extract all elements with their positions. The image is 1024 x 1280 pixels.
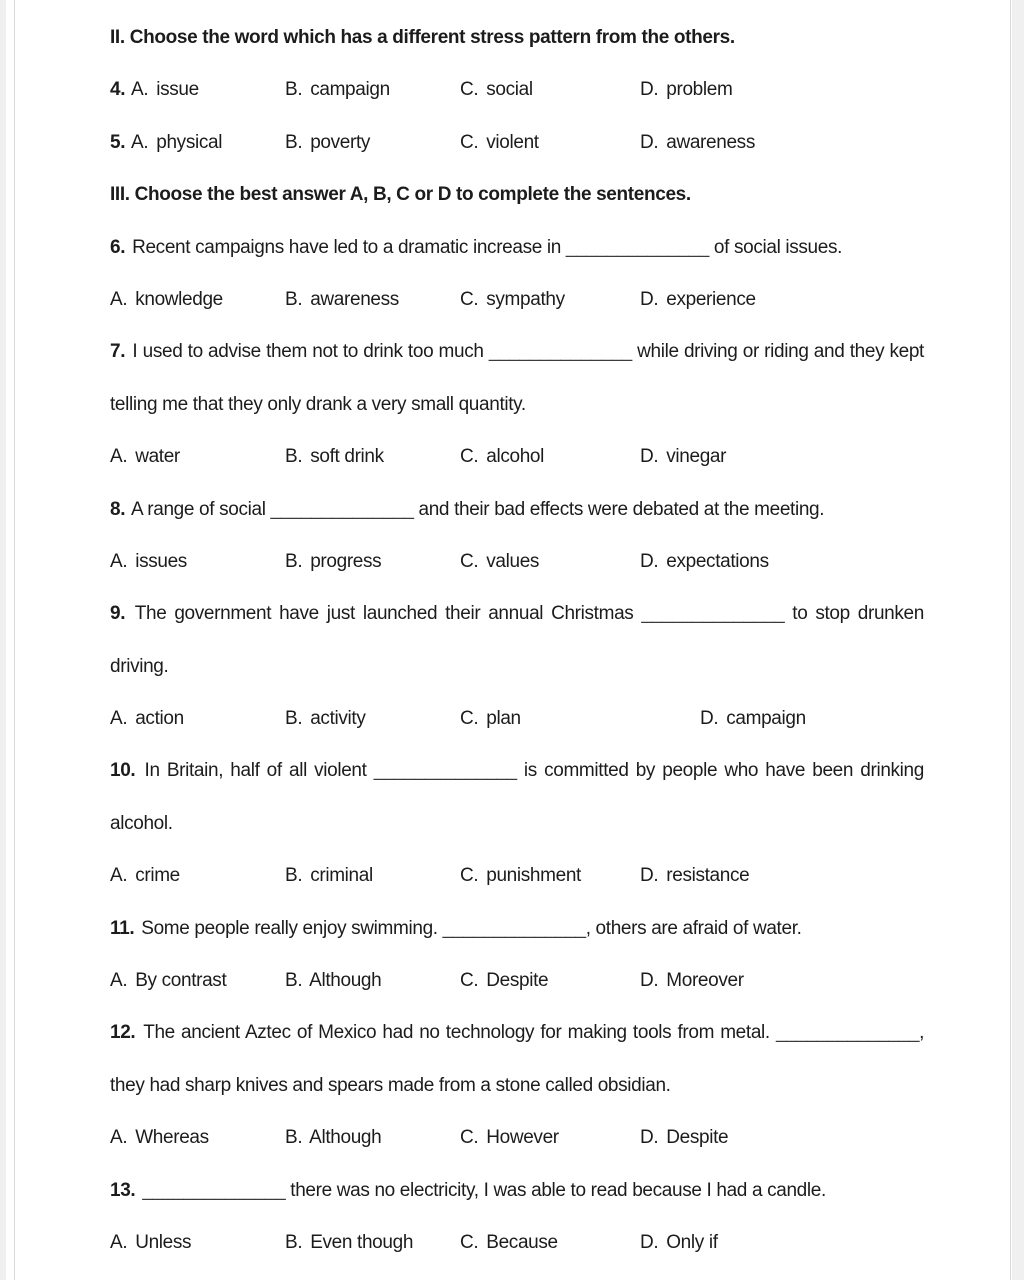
- option-c: [460, 1217, 640, 1269]
- options-row: [110, 693, 924, 745]
- option-d: [640, 274, 924, 326]
- option-label: B.: [285, 708, 303, 730]
- option-label: C.: [460, 708, 479, 730]
- option-text: campaign: [310, 79, 390, 101]
- question-stem-line: 10. In Britain, half of all violent ______________ is committed by people who have been drinking: [110, 760, 924, 782]
- option-text: Moreover: [666, 970, 744, 992]
- option-text: Only if: [666, 1231, 718, 1253]
- option-label: A.: [110, 1231, 128, 1253]
- question-stem-line: alcohol.: [110, 812, 173, 834]
- option-label: B.: [285, 1231, 303, 1253]
- options-row: [110, 955, 924, 1007]
- option-a: [110, 1217, 285, 1269]
- answer-blank: ______________: [270, 498, 414, 520]
- page-edge-right: [1012, 0, 1024, 1280]
- option-label: B.: [285, 1127, 303, 1149]
- question-number: 11.: [110, 917, 135, 939]
- option-c: [460, 274, 640, 326]
- option-text: issue: [156, 79, 199, 101]
- option-label: D.: [640, 288, 659, 310]
- option-text: expectations: [666, 550, 769, 572]
- option-label: D.: [640, 1127, 659, 1149]
- option-text: awareness: [310, 288, 399, 310]
- option-a: [110, 431, 285, 483]
- question-stem-line: 8. A range of social ______________ and their bad effects were debated at the meeting.: [110, 498, 825, 520]
- option-b: [285, 955, 460, 1007]
- option-label: A.: [110, 446, 128, 468]
- option-text: campaign: [726, 708, 806, 730]
- option-label: C.: [460, 131, 479, 153]
- option-label: C.: [460, 865, 479, 887]
- option-text: Although: [309, 970, 382, 992]
- page-edge-left: [0, 0, 6, 1280]
- option-label: D.: [640, 131, 659, 153]
- option-d: [640, 850, 924, 902]
- answer-blank: ______________: [373, 760, 517, 782]
- question-stem-line: 12. The ancient Aztec of Mexico had no technology for making tools from metal. ______________,: [110, 1022, 924, 1044]
- option-text: vinegar: [666, 446, 727, 468]
- option-c: [460, 955, 640, 1007]
- option-text: Whereas: [135, 1127, 209, 1149]
- option-d: [640, 117, 924, 169]
- option-label: D.: [640, 79, 659, 101]
- option-text: activity: [310, 708, 366, 730]
- option-text: awareness: [666, 131, 755, 153]
- option-c: [460, 693, 700, 745]
- option-label: C.: [460, 970, 479, 992]
- option-text: social: [486, 79, 533, 101]
- option-label: D.: [640, 446, 659, 468]
- option-label: B.: [285, 865, 303, 887]
- question-number: 7.: [110, 341, 126, 363]
- option-a: [110, 1112, 285, 1164]
- option-text: Unless: [135, 1231, 192, 1253]
- answer-blank: ______________: [565, 236, 709, 258]
- option-label: A.: [110, 970, 128, 992]
- option-text: action: [135, 708, 184, 730]
- answer-blank: ______________: [442, 917, 586, 939]
- option-text: soft drink: [310, 446, 384, 468]
- option-text: problem: [666, 79, 733, 101]
- option-c: [460, 431, 640, 483]
- options-row: [110, 850, 924, 902]
- option-d: [640, 431, 924, 483]
- question-number: 5.: [110, 131, 126, 153]
- option-label: A.: [110, 1127, 128, 1149]
- question-stem-line: 13. ______________ there was no electricity, I was able to read because I had a candle.: [110, 1179, 826, 1201]
- option-label: C.: [460, 1231, 479, 1253]
- page-border-left: [14, 0, 15, 1280]
- option-label: D.: [640, 865, 659, 887]
- option-a: [110, 693, 285, 745]
- question-number: 12.: [110, 1022, 136, 1044]
- answer-blank: ______________: [488, 341, 632, 363]
- page-border-right: [1010, 0, 1011, 1280]
- question-stem-line: 9. The government have just launched their annual Christmas ______________ to stop drunken: [110, 603, 924, 625]
- option-a: [110, 955, 285, 1007]
- question-stem-line: they had sharp knives and spears made from a stone called obsidian.: [110, 1074, 671, 1096]
- options-row: [110, 1217, 924, 1269]
- option-b: [285, 850, 460, 902]
- option-text: By contrast: [135, 970, 227, 992]
- option-label: D.: [640, 1231, 659, 1253]
- option-label: B.: [285, 288, 303, 310]
- question-stem-line: 11. Some people really enjoy swimming. ______________, others are afraid of water.: [110, 917, 802, 939]
- option-label: C.: [460, 1127, 479, 1149]
- option-b: [285, 1112, 460, 1164]
- options-row: [110, 64, 924, 116]
- option-label: A.: [131, 131, 149, 153]
- option-text: Despite: [486, 970, 549, 992]
- option-label: B.: [285, 550, 303, 572]
- option-a: [110, 117, 285, 169]
- option-text: water: [135, 446, 180, 468]
- option-label: A.: [131, 79, 149, 101]
- option-label: D.: [640, 550, 659, 572]
- option-d: [640, 1217, 924, 1269]
- option-text: values: [486, 550, 540, 572]
- answer-blank: ______________: [776, 1022, 920, 1044]
- option-label: D.: [640, 970, 659, 992]
- option-text: Despite: [666, 1127, 729, 1149]
- options-row: [110, 117, 924, 169]
- answer-blank: ______________: [142, 1179, 286, 1201]
- option-text: experience: [666, 288, 756, 310]
- question-number: 13.: [110, 1179, 136, 1201]
- question-stem-line: telling me that they only drank a very small quantity.: [110, 393, 526, 415]
- option-text: physical: [156, 131, 223, 153]
- option-label: B.: [285, 970, 303, 992]
- option-text: Because: [486, 1231, 558, 1253]
- option-text: crime: [135, 865, 180, 887]
- option-label: C.: [460, 288, 479, 310]
- option-c: [460, 1112, 640, 1164]
- answer-blank: ______________: [641, 603, 785, 625]
- option-c: [460, 850, 640, 902]
- option-b: [285, 274, 460, 326]
- option-label: A.: [110, 708, 128, 730]
- option-a: [110, 536, 285, 588]
- section-heading: III. Choose the best answer A, B, C or D to complete the sentences.: [110, 184, 691, 206]
- option-text: However: [486, 1127, 559, 1149]
- option-c: [460, 536, 640, 588]
- option-text: violent: [486, 131, 539, 153]
- option-label: C.: [460, 79, 479, 101]
- option-text: knowledge: [135, 288, 223, 310]
- option-label: A.: [110, 288, 128, 310]
- option-label: C.: [460, 550, 479, 572]
- option-d: [640, 955, 924, 1007]
- option-label: D.: [700, 708, 719, 730]
- options-row: [110, 431, 924, 483]
- option-d: [640, 536, 924, 588]
- option-label: A.: [110, 865, 128, 887]
- question-number: 9.: [110, 603, 126, 625]
- option-label: C.: [460, 446, 479, 468]
- option-a: [110, 64, 285, 116]
- option-a: [110, 850, 285, 902]
- option-a: [110, 274, 285, 326]
- option-text: plan: [486, 708, 521, 730]
- option-text: criminal: [310, 865, 373, 887]
- question-number: 6.: [110, 236, 126, 258]
- option-label: B.: [285, 131, 303, 153]
- option-b: [285, 1217, 460, 1269]
- options-row: [110, 1112, 924, 1164]
- option-label: B.: [285, 446, 303, 468]
- question-stem-line: driving.: [110, 655, 169, 677]
- option-c: [460, 64, 640, 116]
- option-label: B.: [285, 79, 303, 101]
- question-number: 4.: [110, 79, 126, 101]
- option-b: [285, 536, 460, 588]
- option-text: resistance: [666, 865, 750, 887]
- option-text: punishment: [486, 865, 581, 887]
- option-d: [640, 1112, 924, 1164]
- option-text: alcohol: [486, 446, 545, 468]
- option-text: progress: [310, 550, 382, 572]
- document-content: [110, 12, 924, 1269]
- option-text: issues: [135, 550, 187, 572]
- option-b: [285, 431, 460, 483]
- option-b: [285, 64, 460, 116]
- question-stem-line: 7. I used to advise them not to drink too much ______________ while driving or riding and they kept: [110, 341, 924, 363]
- option-text: sympathy: [486, 288, 565, 310]
- option-c: [460, 117, 640, 169]
- option-d: [700, 693, 924, 745]
- question-stem-line: 6. Recent campaigns have led to a dramatic increase in ______________ of social issues.: [110, 236, 843, 258]
- option-b: [285, 693, 460, 745]
- option-b: [285, 117, 460, 169]
- option-label: A.: [110, 550, 128, 572]
- question-number: 10.: [110, 760, 136, 782]
- option-text: Although: [309, 1127, 382, 1149]
- question-number: 8.: [110, 498, 126, 520]
- options-row: [110, 536, 924, 588]
- options-row: [110, 274, 924, 326]
- option-text: Even though: [310, 1231, 414, 1253]
- section-heading: II. Choose the word which has a different stress pattern from the others.: [110, 27, 735, 48]
- option-d: [640, 64, 924, 116]
- option-text: poverty: [310, 131, 371, 153]
